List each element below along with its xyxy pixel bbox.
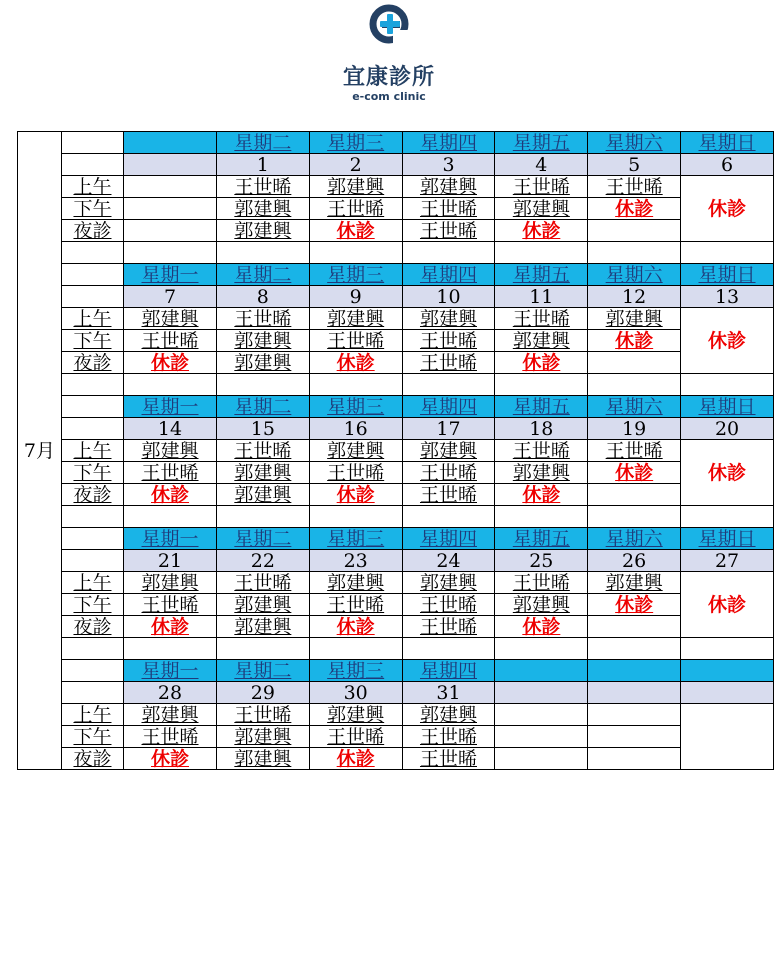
doctor-cell: 郭建興	[495, 330, 588, 352]
weekday-header: 星期六	[588, 396, 681, 418]
spacer-cell	[588, 506, 681, 528]
spacer-cell	[216, 242, 309, 264]
closed-cell: 休診	[495, 220, 588, 242]
empty-cell	[495, 726, 588, 748]
doctor-cell: 郭建興	[309, 308, 402, 330]
corner-cell	[61, 418, 123, 440]
spacer-cell	[124, 638, 217, 660]
empty-cell	[124, 176, 217, 198]
empty-cell	[495, 748, 588, 770]
weekday-header: 星期一	[124, 528, 217, 550]
date-cell: 20	[681, 418, 774, 440]
week-header-row	[18, 264, 774, 286]
doctor-cell: 郭建興	[495, 594, 588, 616]
doctor-cell: 王世晞	[402, 330, 495, 352]
week-date-row	[18, 550, 774, 572]
session-label-night: 夜診	[61, 220, 123, 242]
weekday-header-empty	[124, 132, 217, 154]
session-label-pm: 下午	[61, 462, 123, 484]
weekday-header: 星期三	[309, 132, 402, 154]
date-cell: 9	[309, 286, 402, 308]
week-date-row	[18, 154, 774, 176]
date-cell: 25	[495, 550, 588, 572]
weekday-header: 星期四	[402, 528, 495, 550]
spacer-cell	[681, 638, 774, 660]
am-row	[18, 704, 774, 726]
doctor-cell: 王世晞	[124, 726, 217, 748]
closed-cell: 休診	[588, 594, 681, 616]
session-label-night: 夜診	[61, 616, 123, 638]
date-cell: 7	[124, 286, 217, 308]
spacer-cell	[124, 374, 217, 396]
date-cell	[681, 682, 774, 704]
doctor-cell: 王世晞	[124, 330, 217, 352]
date-cell: 5	[588, 154, 681, 176]
spacer-cell	[402, 242, 495, 264]
empty-cell	[588, 726, 681, 748]
corner-cell	[61, 132, 123, 154]
spacer-cell	[681, 506, 774, 528]
date-cell: 22	[216, 550, 309, 572]
weekday-header: 星期二	[216, 660, 309, 682]
pm-row	[18, 594, 774, 616]
date-cell: 12	[588, 286, 681, 308]
doctor-cell: 郭建興	[309, 440, 402, 462]
doctor-cell: 王世晞	[402, 748, 495, 770]
corner-cell	[61, 396, 123, 418]
closed-cell: 休診	[124, 748, 217, 770]
night-row	[18, 616, 774, 638]
session-label-pm: 下午	[61, 198, 123, 220]
schedule-wrapper	[17, 131, 774, 770]
week-date-row	[18, 682, 774, 704]
doctor-cell: 王世晞	[124, 594, 217, 616]
doctor-cell: 王世晞	[402, 616, 495, 638]
month-label: 7月	[18, 132, 62, 770]
date-cell	[588, 682, 681, 704]
spacer-cell	[681, 374, 774, 396]
date-cell: 11	[495, 286, 588, 308]
doctor-cell: 郭建興	[124, 440, 217, 462]
date-cell: 16	[309, 418, 402, 440]
clinic-name-cn: 宜康診所	[342, 65, 435, 90]
doctor-cell: 郭建興	[216, 748, 309, 770]
doctor-cell: 郭建興	[495, 462, 588, 484]
weekday-header: 星期六	[588, 528, 681, 550]
week-date-row	[18, 286, 774, 308]
sunday-closed-cell: 休診	[681, 572, 774, 638]
corner-cell	[61, 528, 123, 550]
empty-cell	[588, 748, 681, 770]
doctor-cell: 王世晞	[216, 308, 309, 330]
weekday-header: 星期二	[216, 132, 309, 154]
week-header-row	[18, 660, 774, 682]
empty-cell	[124, 198, 217, 220]
corner-cell	[61, 154, 123, 176]
spacer-cell	[402, 374, 495, 396]
doctor-cell: 王世晞	[402, 198, 495, 220]
closed-cell: 休診	[495, 484, 588, 506]
spacer-row	[18, 242, 774, 264]
empty-cell	[681, 704, 774, 770]
date-cell: 28	[124, 682, 217, 704]
closed-cell: 休診	[309, 616, 402, 638]
session-label-pm: 下午	[61, 594, 123, 616]
session-label-night: 夜診	[61, 748, 123, 770]
doctor-cell: 王世晞	[402, 220, 495, 242]
weekday-header: 星期五	[495, 132, 588, 154]
doctor-cell: 郭建興	[124, 572, 217, 594]
closed-cell: 休診	[495, 616, 588, 638]
weekday-header: 星期四	[402, 264, 495, 286]
weekday-header: 星期日	[681, 264, 774, 286]
doctor-cell: 郭建興	[402, 308, 495, 330]
weekday-header: 星期一	[124, 264, 217, 286]
closed-cell: 休診	[309, 748, 402, 770]
doctor-cell: 王世晞	[309, 330, 402, 352]
doctor-cell: 郭建興	[216, 330, 309, 352]
spacer-row	[18, 638, 774, 660]
spacer-cell	[61, 374, 123, 396]
am-row	[18, 176, 774, 198]
doctor-cell: 王世晞	[402, 594, 495, 616]
doctor-cell: 郭建興	[588, 308, 681, 330]
doctor-cell: 王世晞	[402, 726, 495, 748]
spacer-cell	[216, 374, 309, 396]
doctor-cell: 王世晞	[588, 440, 681, 462]
spacer-cell	[495, 638, 588, 660]
closed-cell: 休診	[495, 352, 588, 374]
doctor-cell: 郭建興	[216, 220, 309, 242]
sunday-closed-cell: 休診	[681, 176, 774, 242]
session-label-am: 上午	[61, 176, 123, 198]
closed-cell: 休診	[124, 484, 217, 506]
empty-cell	[588, 484, 681, 506]
weekday-header: 星期二	[216, 528, 309, 550]
date-cell: 1	[216, 154, 309, 176]
spacer-cell	[61, 506, 123, 528]
am-row	[18, 308, 774, 330]
am-row	[18, 572, 774, 594]
date-cell: 19	[588, 418, 681, 440]
clinic-name-en: e-com clinic	[352, 90, 426, 103]
weekday-header: 星期五	[495, 396, 588, 418]
session-label-pm: 下午	[61, 726, 123, 748]
spacer-cell	[309, 374, 402, 396]
empty-cell	[588, 220, 681, 242]
doctor-cell: 郭建興	[216, 462, 309, 484]
spacer-cell	[216, 506, 309, 528]
date-cell: 18	[495, 418, 588, 440]
doctor-cell: 王世晞	[309, 198, 402, 220]
date-cell: 24	[402, 550, 495, 572]
night-row	[18, 352, 774, 374]
closed-cell: 休診	[124, 616, 217, 638]
weekday-header: 星期二	[216, 264, 309, 286]
doctor-cell: 王世晞	[216, 440, 309, 462]
doctor-cell: 王世晞	[309, 594, 402, 616]
date-cell: 6	[681, 154, 774, 176]
date-cell	[495, 682, 588, 704]
doctor-cell: 郭建興	[216, 198, 309, 220]
doctor-cell: 郭建興	[402, 704, 495, 726]
weekday-header: 星期四	[402, 132, 495, 154]
doctor-cell: 王世晞	[216, 176, 309, 198]
corner-cell	[61, 286, 123, 308]
date-cell: 27	[681, 550, 774, 572]
date-cell: 8	[216, 286, 309, 308]
doctor-cell: 郭建興	[216, 726, 309, 748]
date-cell: 17	[402, 418, 495, 440]
closed-cell: 休診	[588, 462, 681, 484]
night-row	[18, 220, 774, 242]
doctor-cell: 王世晞	[216, 704, 309, 726]
night-row	[18, 748, 774, 770]
am-row	[18, 440, 774, 462]
spacer-row	[18, 506, 774, 528]
date-cell: 4	[495, 154, 588, 176]
session-label-night: 夜診	[61, 352, 123, 374]
closed-cell: 休診	[309, 220, 402, 242]
corner-cell	[61, 682, 123, 704]
doctor-cell: 郭建興	[309, 572, 402, 594]
weekday-header: 星期日	[681, 528, 774, 550]
doctor-cell: 王世晞	[402, 484, 495, 506]
empty-cell	[495, 704, 588, 726]
corner-cell	[61, 660, 123, 682]
spacer-cell	[309, 638, 402, 660]
doctor-cell: 郭建興	[124, 704, 217, 726]
weekday-header: 星期日	[681, 396, 774, 418]
spacer-cell	[61, 242, 123, 264]
date-cell: 23	[309, 550, 402, 572]
doctor-cell: 郭建興	[402, 572, 495, 594]
doctor-cell: 王世晞	[216, 572, 309, 594]
doctor-cell: 郭建興	[216, 594, 309, 616]
weekday-header: 星期六	[588, 132, 681, 154]
doctor-cell: 郭建興	[216, 484, 309, 506]
spacer-cell	[402, 506, 495, 528]
clinic-logo	[0, 0, 778, 125]
doctor-cell: 王世晞	[402, 462, 495, 484]
session-label-night: 夜診	[61, 484, 123, 506]
e-plus-logo-icon	[369, 4, 409, 60]
date-cell: 29	[216, 682, 309, 704]
session-label-pm: 下午	[61, 330, 123, 352]
date-cell: 30	[309, 682, 402, 704]
doctor-cell: 王世晞	[495, 572, 588, 594]
weekday-header: 星期五	[495, 264, 588, 286]
date-cell	[124, 154, 217, 176]
weekday-header: 星期三	[309, 396, 402, 418]
spacer-cell	[216, 638, 309, 660]
weekday-header: 星期三	[309, 660, 402, 682]
doctor-cell: 王世晞	[309, 726, 402, 748]
weekday-header: 星期日	[681, 132, 774, 154]
doctor-cell: 王世晞	[309, 462, 402, 484]
session-label-am: 上午	[61, 572, 123, 594]
doctor-cell: 王世晞	[495, 308, 588, 330]
date-cell: 14	[124, 418, 217, 440]
pm-row	[18, 462, 774, 484]
spacer-cell	[588, 374, 681, 396]
empty-cell	[588, 616, 681, 638]
closed-cell: 休診	[588, 330, 681, 352]
doctor-cell: 郭建興	[588, 572, 681, 594]
date-cell: 3	[402, 154, 495, 176]
weekday-header: 星期二	[216, 396, 309, 418]
session-label-am: 上午	[61, 704, 123, 726]
doctor-cell: 郭建興	[495, 198, 588, 220]
week-header-row	[18, 132, 774, 154]
spacer-cell	[61, 638, 123, 660]
date-cell: 15	[216, 418, 309, 440]
doctor-cell: 王世晞	[495, 176, 588, 198]
spacer-row	[18, 374, 774, 396]
closed-cell: 休診	[309, 352, 402, 374]
pm-row	[18, 330, 774, 352]
spacer-cell	[124, 506, 217, 528]
night-row	[18, 484, 774, 506]
pm-row	[18, 726, 774, 748]
doctor-cell: 王世晞	[588, 176, 681, 198]
doctor-cell: 王世晞	[402, 352, 495, 374]
date-cell: 2	[309, 154, 402, 176]
weekday-header: 星期四	[402, 396, 495, 418]
date-cell: 21	[124, 550, 217, 572]
spacer-cell	[495, 374, 588, 396]
doctor-cell: 郭建興	[402, 440, 495, 462]
weekday-header-empty	[681, 660, 774, 682]
corner-cell	[61, 550, 123, 572]
doctor-cell: 郭建興	[124, 308, 217, 330]
corner-cell	[61, 264, 123, 286]
sunday-closed-cell: 休診	[681, 440, 774, 506]
weekday-header: 星期五	[495, 528, 588, 550]
doctor-cell: 郭建興	[216, 352, 309, 374]
session-label-am: 上午	[61, 440, 123, 462]
weekday-header-empty	[495, 660, 588, 682]
weekday-header: 星期六	[588, 264, 681, 286]
empty-cell	[124, 220, 217, 242]
date-cell: 13	[681, 286, 774, 308]
sunday-closed-cell: 休診	[681, 308, 774, 374]
weekday-header: 星期一	[124, 660, 217, 682]
empty-cell	[588, 352, 681, 374]
session-label-am: 上午	[61, 308, 123, 330]
doctor-cell: 王世晞	[124, 462, 217, 484]
weekday-header: 星期三	[309, 264, 402, 286]
spacer-cell	[588, 242, 681, 264]
doctor-cell: 郭建興	[402, 176, 495, 198]
spacer-cell	[402, 638, 495, 660]
schedule-table	[17, 131, 774, 770]
closed-cell: 休診	[588, 198, 681, 220]
closed-cell: 休診	[309, 484, 402, 506]
empty-cell	[588, 704, 681, 726]
date-cell: 10	[402, 286, 495, 308]
spacer-cell	[681, 242, 774, 264]
spacer-cell	[309, 506, 402, 528]
closed-cell: 休診	[124, 352, 217, 374]
doctor-cell: 王世晞	[495, 440, 588, 462]
week-date-row	[18, 418, 774, 440]
doctor-cell: 郭建興	[309, 176, 402, 198]
weekday-header-empty	[588, 660, 681, 682]
pm-row	[18, 198, 774, 220]
doctor-cell: 郭建興	[309, 704, 402, 726]
spacer-cell	[309, 242, 402, 264]
spacer-cell	[495, 506, 588, 528]
weekday-header: 星期三	[309, 528, 402, 550]
spacer-cell	[588, 638, 681, 660]
date-cell: 26	[588, 550, 681, 572]
spacer-cell	[495, 242, 588, 264]
doctor-cell: 郭建興	[216, 616, 309, 638]
spacer-cell	[124, 242, 217, 264]
weekday-header: 星期四	[402, 660, 495, 682]
weekday-header: 星期一	[124, 396, 217, 418]
week-header-row	[18, 528, 774, 550]
date-cell: 31	[402, 682, 495, 704]
week-header-row	[18, 396, 774, 418]
